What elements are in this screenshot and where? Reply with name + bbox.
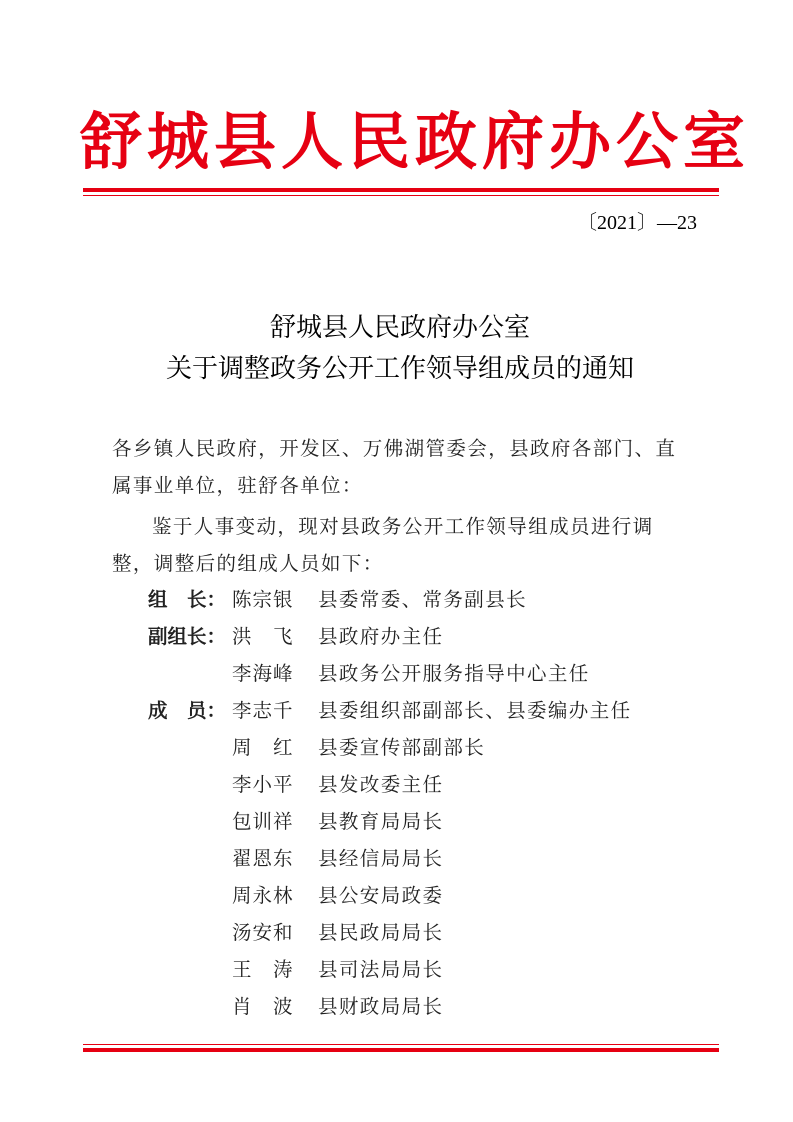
member-row	[148, 840, 443, 877]
recipients-paragraph: 各乡镇人民政府，开发区、万佛湖管委会，县政府各部门、直属事业单位，驻舒各单位：	[112, 437, 677, 497]
member-name: 包训祥	[232, 810, 294, 833]
member-role: 成 员：	[148, 699, 227, 722]
member-name: 周 红	[232, 736, 294, 759]
member-role: 副组长：	[148, 625, 227, 648]
notice-title-line1: 舒城县人民政府办公室	[269, 313, 530, 343]
member-row	[148, 692, 632, 729]
member-row	[148, 988, 443, 1025]
member-row	[148, 877, 443, 914]
member-position: 县发改委主任	[318, 773, 444, 796]
member-name: 洪 飞	[232, 625, 294, 648]
masthead-red-rule-thin	[83, 195, 719, 196]
member-position: 县经信局局长	[318, 847, 444, 870]
member-position: 县政府办主任	[318, 625, 444, 648]
member-name: 汤安和	[232, 921, 294, 944]
member-position: 县财政局局长	[318, 995, 444, 1018]
member-name: 周永林	[232, 884, 294, 907]
member-row	[148, 618, 443, 655]
member-name: 肖 波	[232, 995, 294, 1018]
member-position: 县委宣传部副部长	[318, 736, 486, 759]
member-name: 李志千	[232, 699, 294, 722]
member-name: 翟恩东	[232, 847, 294, 870]
member-name: 王 涛	[232, 958, 294, 981]
member-row	[148, 655, 590, 692]
member-position: 县政务公开服务指导中心主任	[318, 662, 590, 685]
document-number: 〔2021〕—23	[577, 212, 697, 234]
member-position: 县委组织部副部长、县委编办主任	[318, 699, 632, 722]
notice-title-line2: 关于调整政务公开工作领导组成员的通知	[165, 354, 634, 384]
member-position: 县民政局局长	[318, 921, 444, 944]
member-position: 县司法局局长	[318, 958, 444, 981]
member-row	[148, 729, 485, 766]
member-row	[148, 951, 443, 988]
member-row	[148, 914, 443, 951]
body-paragraph: 鉴于人事变动，现对县政务公开工作领导组成员进行调整，调整后的组成人员如下：	[112, 515, 654, 575]
member-name: 李小平	[232, 773, 294, 796]
masthead-title: 舒城县人民政府办公室	[80, 105, 751, 178]
member-row	[148, 766, 443, 803]
footer-red-rule-thin	[83, 1044, 719, 1045]
member-row	[148, 581, 527, 618]
member-name: 李海峰	[232, 662, 294, 685]
footer-red-rule-thick	[83, 1048, 719, 1052]
member-row	[148, 803, 443, 840]
member-position: 县委常委、常务副县长	[318, 588, 528, 611]
masthead-red-rule-thick	[83, 188, 719, 192]
member-role: 组 长：	[148, 588, 227, 611]
member-position: 县教育局局长	[318, 810, 444, 833]
member-name: 陈宗银	[232, 588, 294, 611]
member-position: 县公安局政委	[318, 884, 444, 907]
